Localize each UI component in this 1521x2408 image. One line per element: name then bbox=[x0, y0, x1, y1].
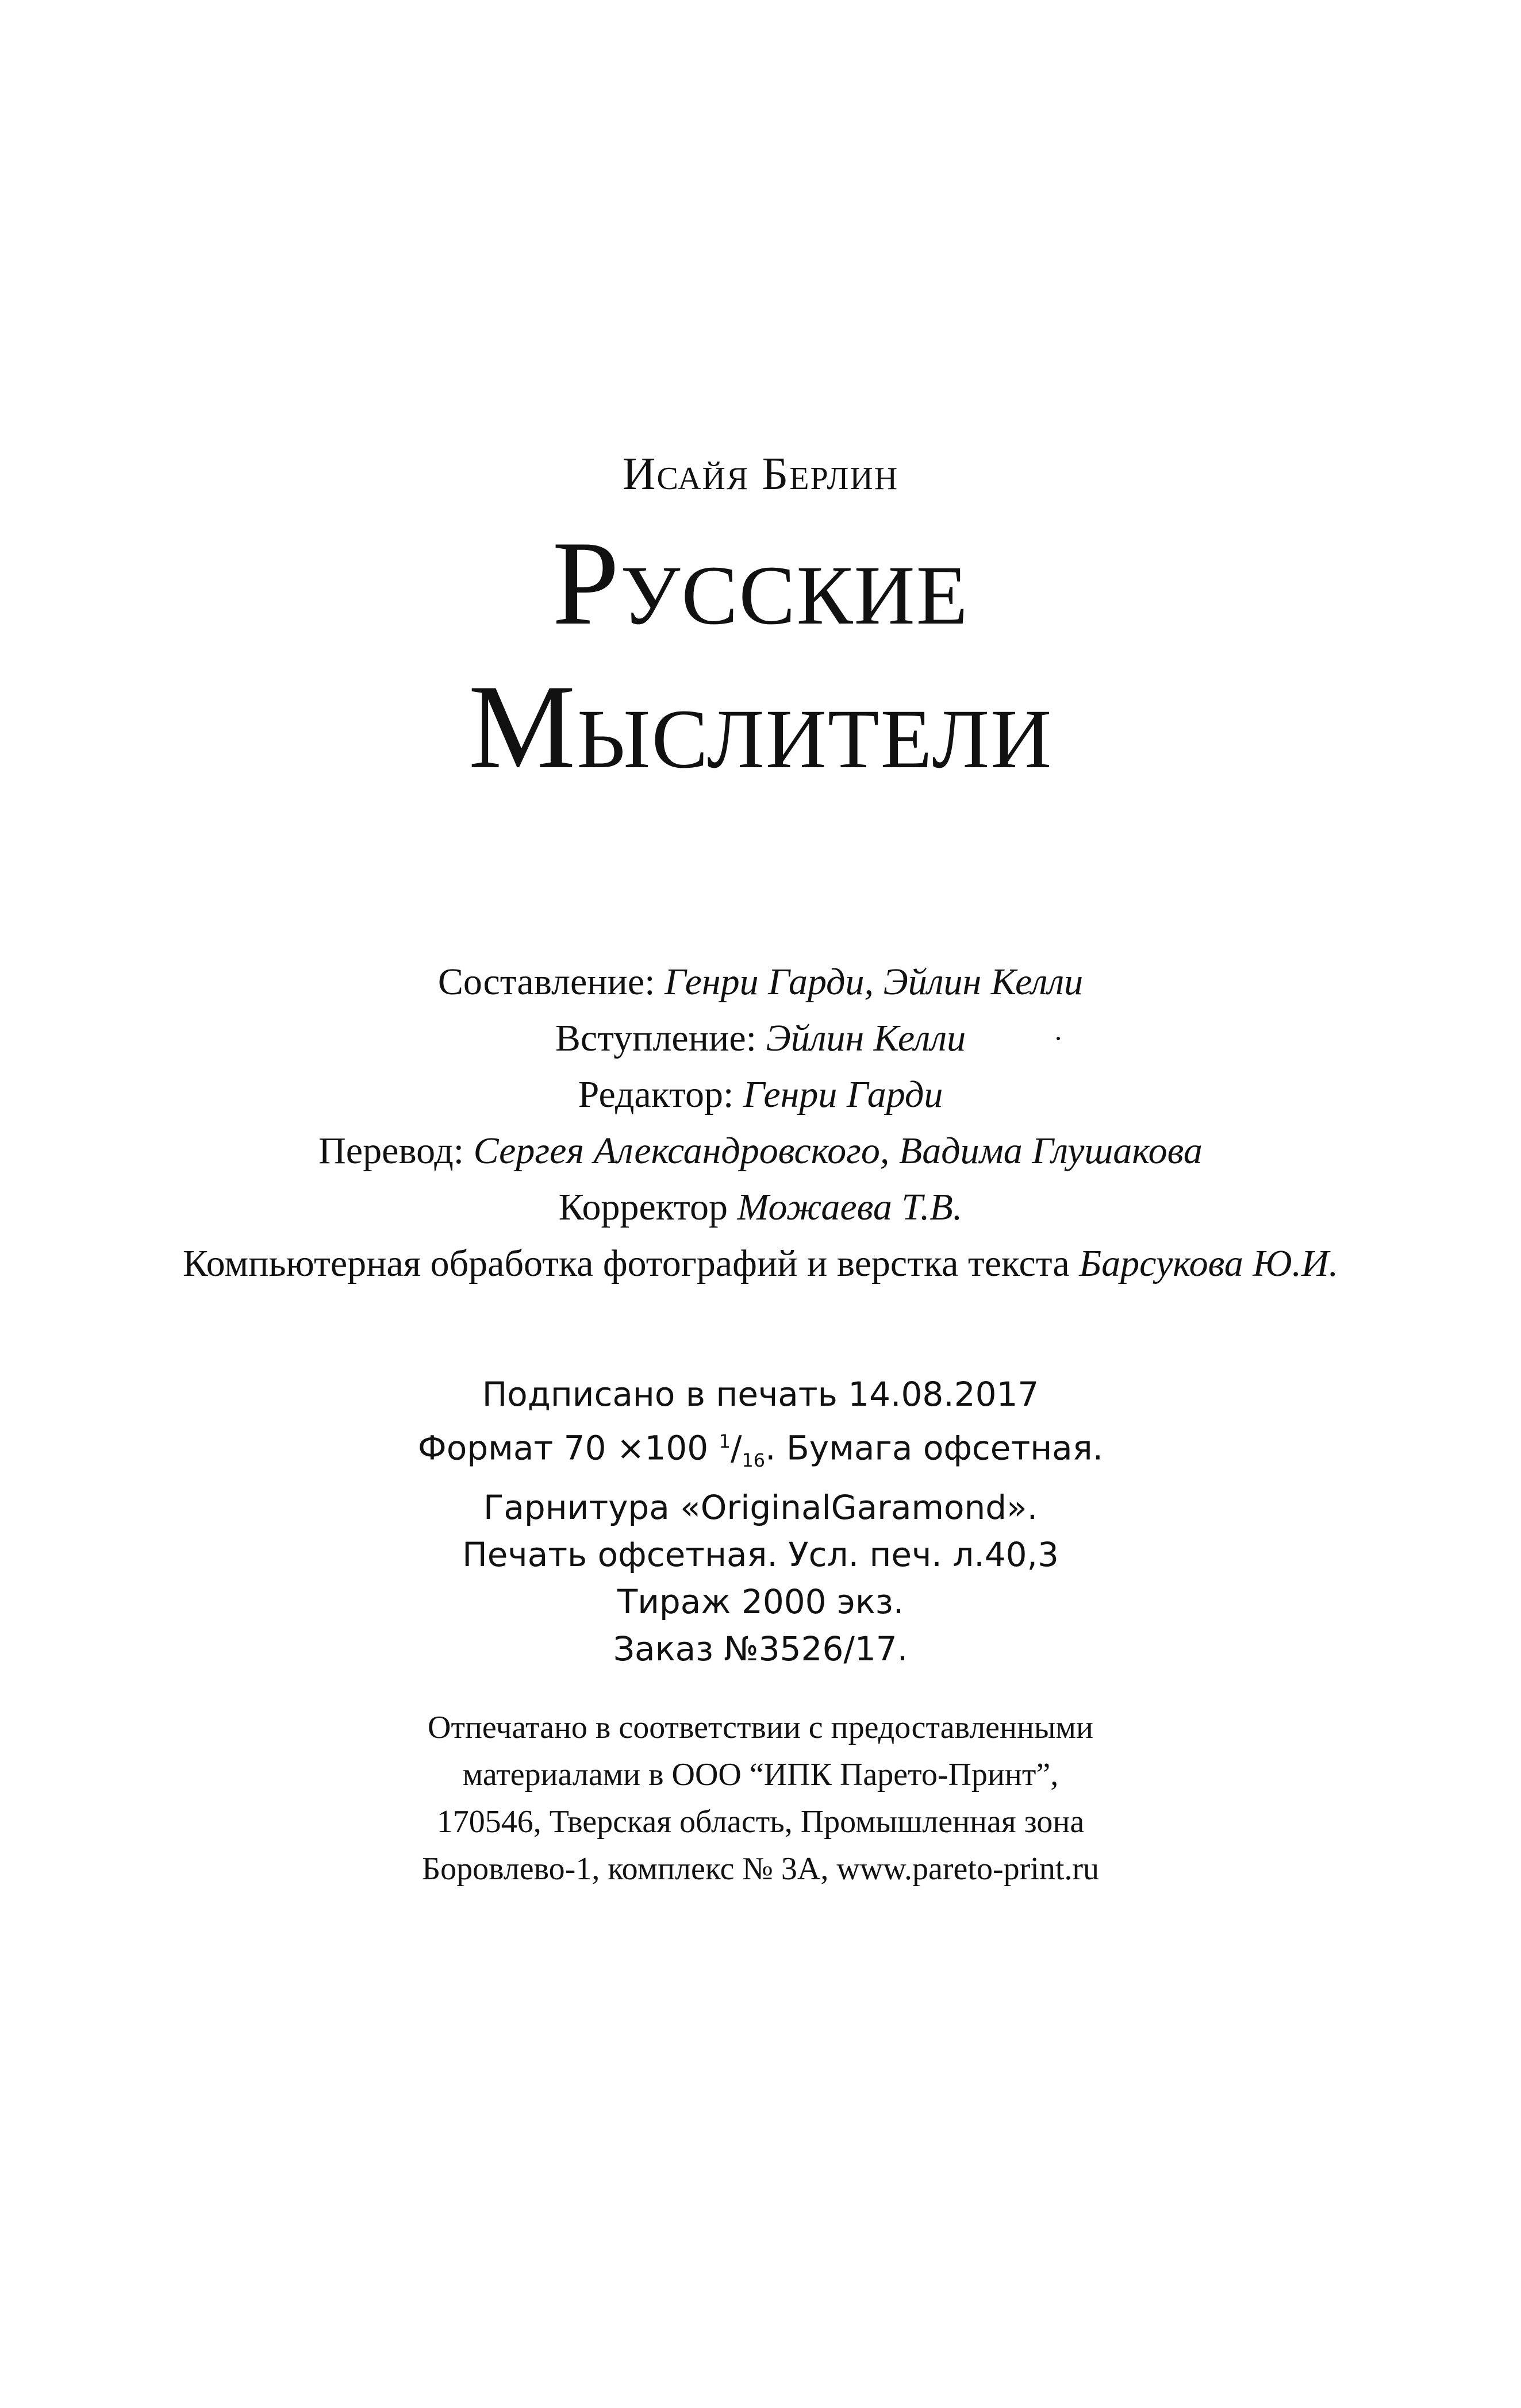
imprint-block bbox=[0, 1371, 1521, 1672]
credits-block bbox=[0, 954, 1521, 1292]
credit-name: Сергея Александровского, Вадима Глушакова bbox=[473, 1130, 1203, 1172]
credit-label: Вступление: bbox=[555, 1017, 756, 1059]
credit-layout bbox=[0, 1236, 1521, 1292]
book-author: Исайя Берлин bbox=[622, 449, 899, 499]
credit-label: Составление: bbox=[437, 961, 655, 1003]
imprint-print: Печать офсетная. Усл. печ. л.40,3 bbox=[462, 1534, 1059, 1574]
imprint-signed: Подписано в печать 14.08.2017 bbox=[482, 1375, 1039, 1414]
imprint-run: Тираж 2000 экз. bbox=[617, 1582, 904, 1621]
imprint-order: Заказ №3526/17. bbox=[613, 1629, 908, 1668]
credit-label: Перевод: bbox=[318, 1130, 464, 1172]
book-title-line-1: Русские bbox=[552, 517, 969, 650]
credit-label: Компьютерная обработка фотографий и верстка текста bbox=[182, 1243, 1070, 1284]
credit-name: Генри Гарди bbox=[743, 1074, 943, 1115]
imprint-format-prefix: Формат 70 ×100 bbox=[417, 1428, 709, 1468]
printer-line: Боровлево-1, комплекс № 3А, www.pareto-print.ru bbox=[421, 1851, 1100, 1887]
fraction-slash: / bbox=[730, 1428, 742, 1468]
printer-block bbox=[0, 1704, 1521, 1892]
credit-label: Редактор: bbox=[578, 1074, 734, 1115]
book-title-line-2: Мыслители bbox=[468, 660, 1053, 794]
printer-line: Отпечатано в соответствии с предоставленными bbox=[428, 1710, 1093, 1745]
printer-line: 170546, Тверская область, Промышленная зона bbox=[436, 1804, 1085, 1840]
print-speck bbox=[1057, 1037, 1060, 1040]
imprint-format bbox=[0, 1418, 1521, 1484]
imprint-format-suffix: . Бумага офсетная. bbox=[765, 1428, 1104, 1468]
credit-proofreader bbox=[0, 1179, 1521, 1236]
imprint-typeface: Гарнитура «OriginalGaramond». bbox=[483, 1487, 1038, 1527]
imprint-format-denominator: 16 bbox=[742, 1449, 766, 1471]
credit-compilation bbox=[0, 954, 1521, 1010]
credit-name: Можаева Т.В. bbox=[737, 1186, 963, 1228]
credit-name: Эйлин Келли bbox=[766, 1017, 966, 1059]
credit-name: Барсукова Ю.И. bbox=[1079, 1243, 1339, 1284]
imprint-format-numerator: 1 bbox=[719, 1430, 731, 1452]
printer-line: материалами в ООО “ИПК Парето-Принт”, bbox=[462, 1757, 1059, 1792]
credit-translation bbox=[0, 1123, 1521, 1179]
credit-name: Генри Гарди, Эйлин Келли bbox=[665, 961, 1084, 1003]
credit-editor bbox=[0, 1067, 1521, 1123]
book-title bbox=[0, 511, 1521, 799]
credit-introduction bbox=[0, 1010, 1521, 1067]
credit-label: Корректор bbox=[558, 1186, 728, 1228]
